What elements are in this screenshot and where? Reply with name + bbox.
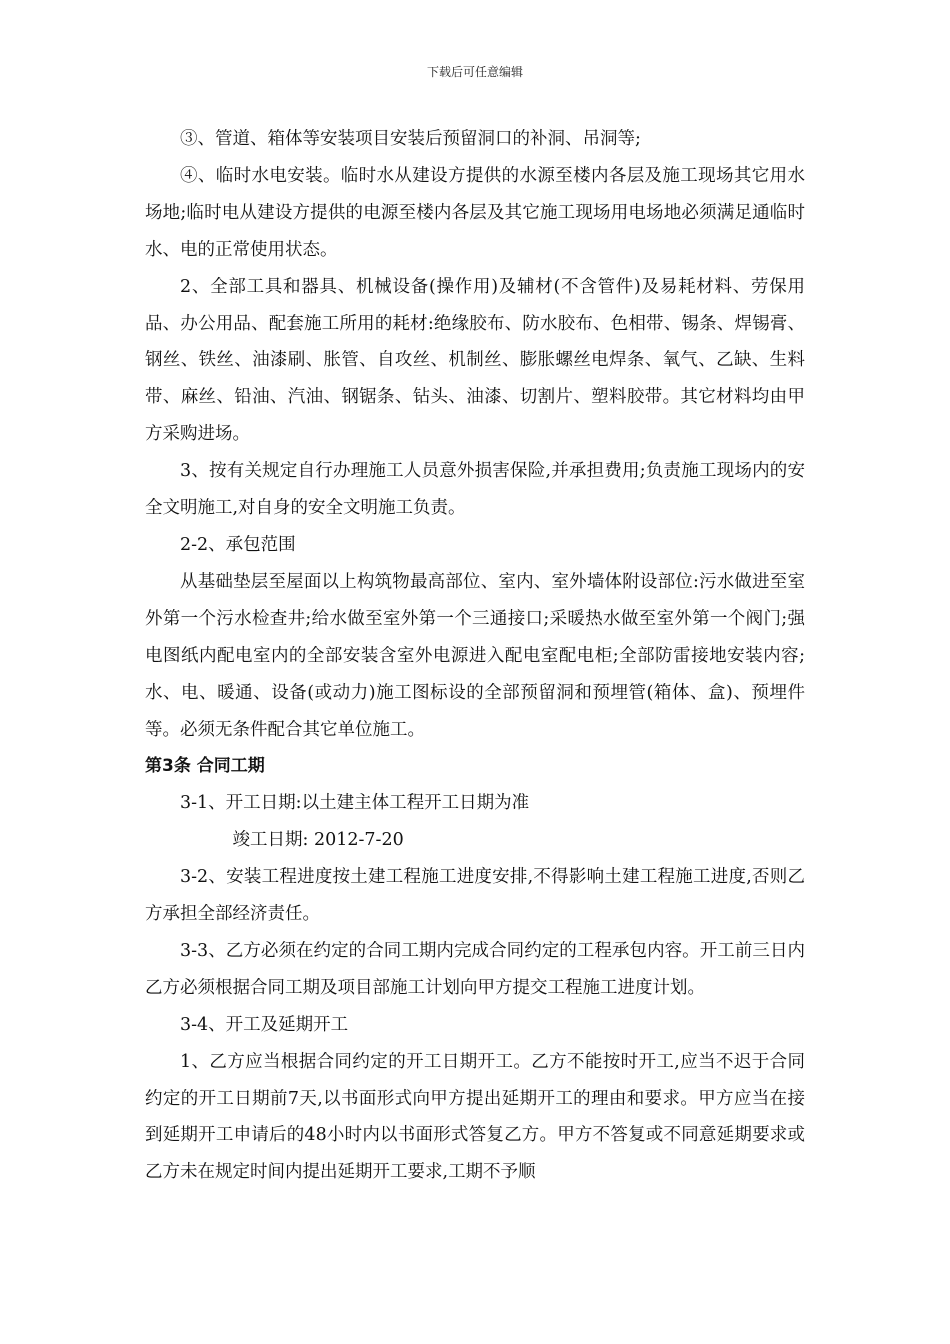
paragraph-insurance-and-safety: 3、按有关规定自行办理施工人员意外损害保险,并承担费用;负责施工现场内的安全文明施工,对自身的安全文明施工负责。 bbox=[145, 461, 805, 519]
paragraph-schedule-arrangement: 3-2、安装工程进度按土建工程施工进度安排,不得影响土建工程施工进度,否则乙方承担全部经济责任。 bbox=[145, 867, 805, 925]
paragraph-completion-date: 竣工日期: 2012-7-20 bbox=[232, 830, 404, 851]
paragraph-tools-and-materials: 2、全部工具和器具、机械设备(操作用)及辅材(不含管件)及易耗材料、劳保用品、办公用品、配套施工所用的耗材:绝缘胶布、防水胶布、色相带、锡条、焊锡膏、钢丝、铁丝、油漆刷、胀管、自攻丝、机制丝、膨胀螺丝电焊条、氧气、乙缺、生料带、麻丝、铅油、汽油、钢锯条、钻头、油漆、切割片、塑料胶带。其它材料均由甲方采购进场。 bbox=[145, 276, 805, 445]
section-title-start-and-delay: 3-4、开工及延期开工 bbox=[180, 1014, 349, 1035]
paragraph-scope-details: 从基础垫层至屋面以上构筑物最高部位、室内、室外墙体附设部位:污水做进至室外第一个污水检查井;给水做至室外第一个三通接口;采暖热水做至室外第一个阀门;强电图纸内配电室内的全部安装含室外电源进入配电室配电柜;全部防雷接地安装内容;水、电、暖通、设备(或动力)施工图标设的全部预留洞和预埋管(箱体、盒)、预埋件等。必须无条件配合其它单位施工。 bbox=[145, 571, 805, 740]
article-heading-contract-period: 第3条 合同工期 bbox=[145, 756, 265, 777]
paragraph-delay-request: 1、乙方应当根据合同约定的开工日期开工。乙方不能按时开工,应当不迟于合同约定的开工日期前7天,以书面形式向甲方提出延期开工的理由和要求。甲方应当在接到延期开工申请后的48小时内以书面形式答复乙方。甲方不答复或不同意延期要求或乙方未在规定时间内提出延期开工要求,工期不予顺 bbox=[145, 1051, 805, 1183]
paragraph-item-3: ③、管道、箱体等安装项目安装后预留洞口的补洞、吊洞等; bbox=[180, 129, 641, 149]
paragraph-schedule-plan: 3-3、乙方必须在约定的合同工期内完成合同约定的工程承包内容。开工前三日内乙方必须根据合同工期及项目部施工计划向甲方提交工程施工进度计划。 bbox=[145, 940, 805, 998]
paragraph-item-4-temporary-utilities: ④、临时水电安装。临时水从建设方提供的水源至楼内各层及施工现场其它用水场地;临时电从建设方提供的电源至楼内各层及其它施工现场用电场地必须满足通临时水、电的正常使用状态。 bbox=[145, 165, 805, 260]
section-title-scope: 2-2、承包范围 bbox=[180, 534, 296, 555]
page-header: 下载后可任意编辑 bbox=[426, 65, 523, 79]
paragraph-start-date: 3-1、开工日期:以土建主体工程开工日期为准 bbox=[180, 793, 530, 814]
document-body bbox=[145, 121, 805, 1191]
